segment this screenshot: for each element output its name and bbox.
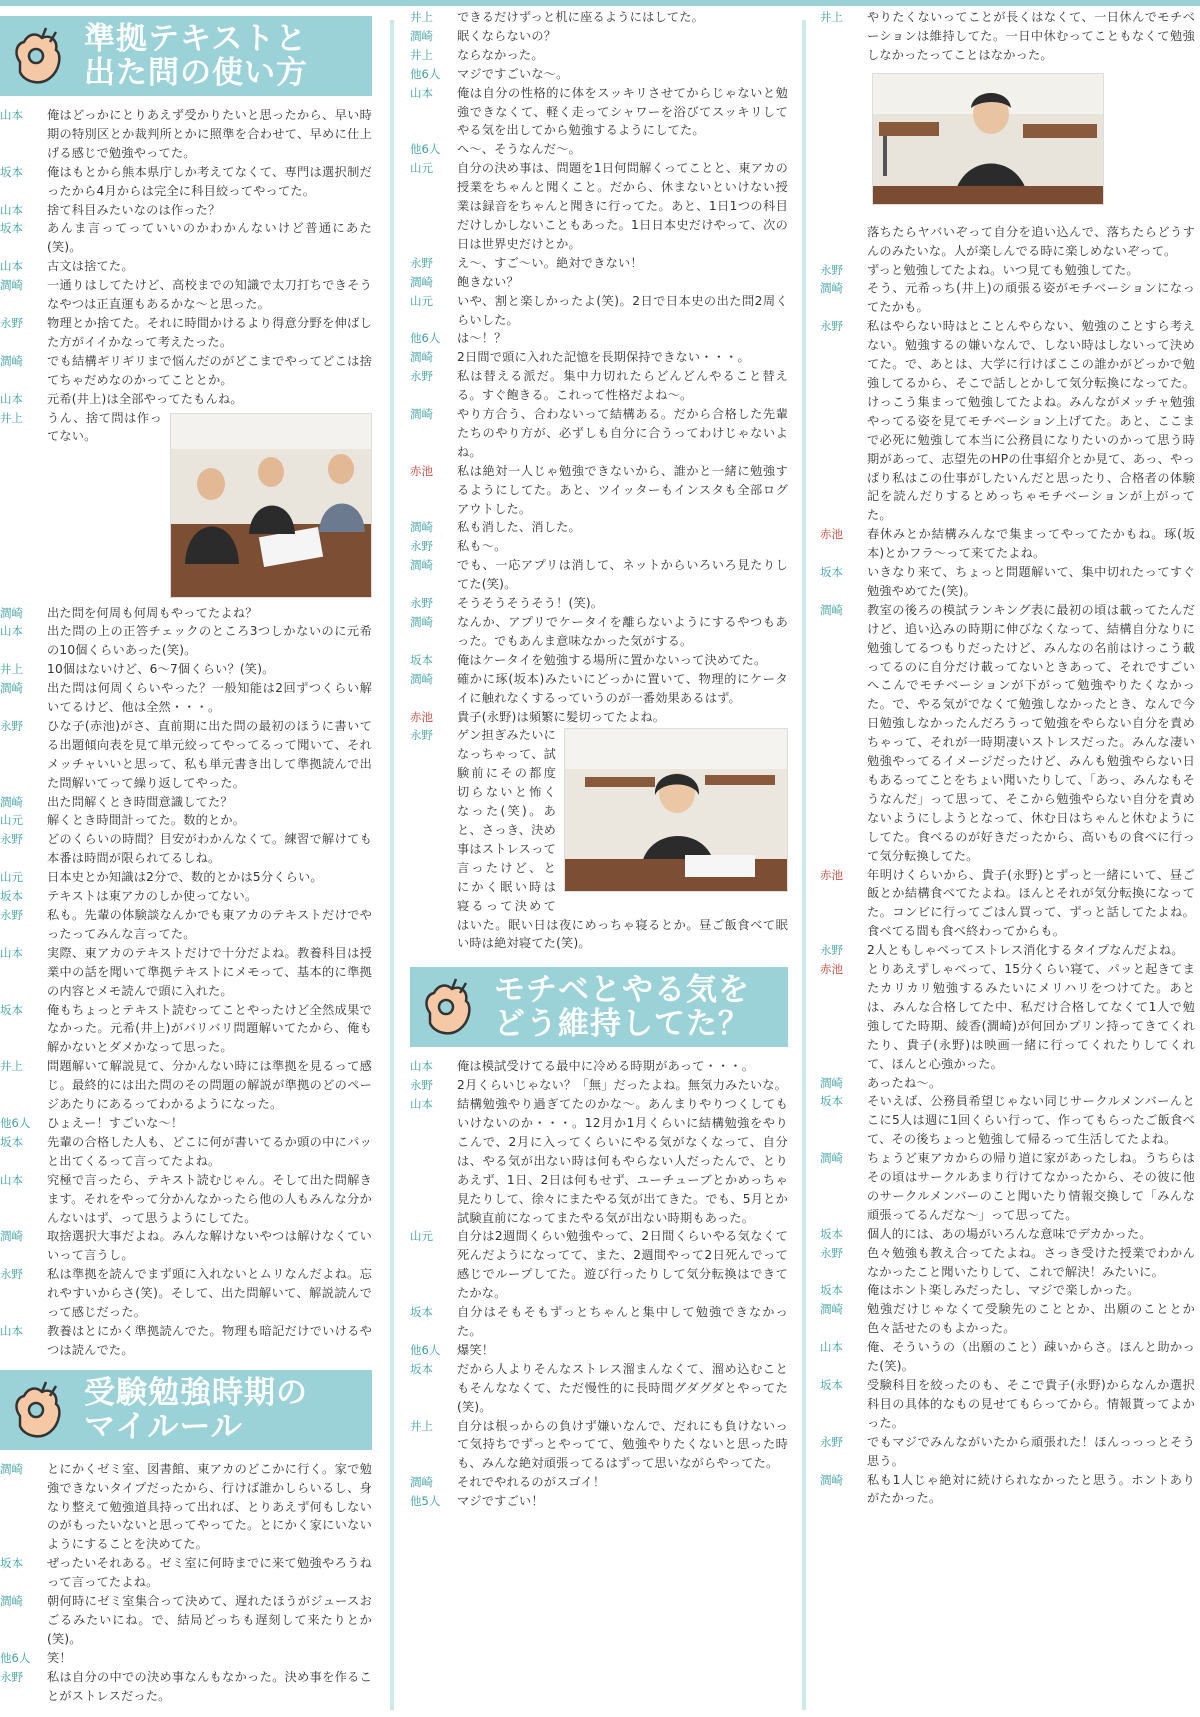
dialogue-text: 物理とか捨てた。それに時間かけるより得意分野を伸ばした方がイイかなって考えたった。	[47, 315, 372, 349]
dialogue-text: 朝何時にゼミ室集合って決めて、遅れたほうがジュースおごるみたいにね。で、結局どっちも遅刻して来たりとか(笑)。	[47, 1594, 372, 1646]
dialogue-entry	[410, 46, 788, 65]
dialogue-text: 俺は自分の性格的に体をスッキリさせてからじゃないと勉強できなくて、軽く走ってシャワーを浴びてスッキリしてやる気を出してから勉強するようにしてた。	[457, 85, 788, 138]
dialogue-text: 問題解いて解説見て、分かんない時には準拠を見るって感じ。最終的には出た問のその問題の解説が準拠のどのページあたりにあるってわかるようになった。	[47, 1059, 372, 1112]
speaker-name: 澗崎	[0, 278, 23, 293]
dialogue-text: 2日間で頭に入れた記憶を長期保持できない・・・。	[457, 350, 750, 365]
dialogue-text: 古文は捨てた。	[47, 259, 134, 274]
speaker-name: 山本	[0, 945, 23, 960]
dialogue-text: 勉強だけじゃなくて受験先のこととか、出願のこととか色々話せたのもよかった。	[867, 1302, 1195, 1336]
speaker-name: 澗崎	[0, 681, 23, 696]
speaker-name: 澗崎	[820, 602, 843, 617]
dialogue-entry	[410, 670, 788, 708]
dialogue-text: 眠くならないの？	[457, 28, 557, 43]
dialogue-text: ひょえー！すごいな〜！	[47, 1115, 184, 1130]
dialogue-entry	[0, 793, 372, 812]
speaker-name: 他6人	[410, 331, 441, 346]
speaker-name: 坂本	[820, 1226, 843, 1241]
dialogue-entry	[0, 352, 372, 390]
speaker-name: 永野	[820, 262, 843, 277]
dialogue-entry	[0, 906, 372, 944]
dialogue-text: 出た問は何周くらいやった？一般知能は2回ずつくらい解いてるけど、他は全然・・・。	[47, 681, 372, 715]
dialogue-text: え〜、すご〜い。絶対できない！	[457, 255, 643, 270]
dialogue-entry	[0, 390, 372, 409]
dialogue-text: は〜！？	[457, 331, 507, 346]
speaker-name: 山元	[410, 161, 433, 176]
dialogue-entry	[410, 348, 788, 367]
dialogue-text: 私も〜。	[457, 539, 507, 554]
dialogue-text: とりあえずしゃべって、15分くらい寝て、パッと起きてまたカリカリ勉強するみたいにメリハリをつけてた。あとは、みんな合格してた中、私だけ合格してなくて1人で勉強してた時期、綾香(澗崎)が何回かプリン持ってきてくれたり、貴子(永野)は映画一緒に行ってくれたりしてくれて、ほんと心強かった。	[867, 962, 1195, 1071]
speaker-name: 山本	[820, 1340, 843, 1355]
dialogue-text: ならなかった。	[457, 47, 544, 62]
dialogue-entry	[820, 960, 1195, 1073]
speaker-name: 澗崎	[0, 1594, 23, 1609]
speaker-name: 坂本	[410, 1305, 433, 1320]
speaker-name: 井上	[0, 662, 23, 677]
dialogue-text: 教養はとにかく準拠読んでた。物理も暗記だけでいけるやつは読んでた。	[47, 1323, 372, 1357]
dialogue-text: 俺、そういうの（出願のこと）疎いからさ。ほんと助かった(笑)。	[867, 1340, 1195, 1374]
dialogue-entry	[410, 726, 788, 953]
speaker-name: 山元	[0, 870, 23, 885]
column-divider	[802, 20, 806, 1710]
dialogue-entry	[820, 1092, 1195, 1149]
dialogue-text: 実際、東アカのテキストだけで十分だよね。教養科目は授業中の話を聞いて準拠テキストにメモって、基本的に準拠の内容とメモ読んで頭に入れた。	[47, 945, 372, 998]
dialogue-text: 色々勉強も教え合ってたよね。さっき受けた授業でわかんなかったこと聞いたりして、これで解決！みたいに。	[867, 1245, 1195, 1279]
dialogue-entry	[0, 1171, 372, 1228]
speaker-name: 澗崎	[410, 615, 433, 629]
section-banner-motivation	[410, 967, 788, 1047]
dialogue-entry	[820, 941, 1195, 960]
speaker-name: 赤池	[410, 463, 433, 478]
dialogue-entry	[410, 65, 788, 84]
dialogue-text: いきなり来て、ちょっと問題解いて、集中切れたってすぐ勉強やめてた(笑)。	[867, 565, 1195, 598]
dialogue-entry	[410, 1360, 788, 1417]
speaker-name: 坂本	[820, 565, 843, 580]
speaker-name: 山本	[0, 108, 23, 122]
section-title: 受験勉強時期の マイルール	[84, 1374, 308, 1445]
speaker-name: 山元	[0, 813, 23, 828]
speaker-name: 山元	[410, 1229, 433, 1244]
speaker-name: 山本	[410, 1059, 433, 1074]
speaker-name: 赤池	[410, 709, 433, 724]
dialogue-list	[820, 8, 1195, 65]
dialogue-entry	[0, 1649, 372, 1668]
dialogue-entry	[820, 1300, 1195, 1338]
dialogue-entry	[820, 525, 1195, 563]
dialogue-entry	[0, 1460, 372, 1555]
dialogue-text: 私も1人じゃ絶対に続けられなかったと思う。ホントありがたかった。	[867, 1472, 1195, 1506]
dialogue-text: 私は替える派だ。集中力切れたらどんどんやること替える。すぐ飽きる。これって性格だよね〜。	[457, 369, 788, 403]
dialogue-text: 年明けくらいから、貴子(永野)とずっと一緒にいて、昼ご飯とか結構食べてたよね。ほんとそれが気分転換になってた。コンビに行ってごはん買って、ずっと話してたよね。食べてる間も食べ終わってからも。	[867, 867, 1195, 939]
dialogue-list	[410, 8, 788, 953]
dialogue-entry	[0, 1592, 372, 1649]
speaker-name: 井上	[410, 1418, 433, 1433]
dialogue-text: 俺は模試受けてる最中に冷める時期があって・・・。	[457, 1059, 755, 1074]
dialogue-entry	[410, 367, 788, 405]
dialogue-text: 春休みとか結構みんなで集まってやってたかもね。琢(坂本)とかフラ〜って来てたよね。	[867, 527, 1195, 561]
dialogue-entry	[0, 887, 372, 906]
dialogue-text: 私は準拠を読んでまず頭に入れないとムリなんだよね。忘れやすいからさ(笑)。そして、出た問解いて、解説読んでって感じだった。	[47, 1267, 372, 1320]
dialogue-text: 俺はどっかにとりあえず受かりたいと思ったから、早い時期の特別区とか裁判所とかに照準を合わせて、早めに仕上げる感じで勉強やってた。	[47, 108, 372, 160]
dialogue-entry	[0, 257, 372, 276]
dialogue-text: なんか、アプリでケータイを離らないようにするやつもあった。でもあんま意味なかった気がする。	[457, 615, 788, 648]
speaker-name: 澗崎	[410, 28, 433, 43]
dialogue-text: 究極で言ったら、テキスト読むじゃん。そして出た問解きます。それをやって分かんなかったら他の人もみんな分かんないはず、って思うようにしてた。	[47, 1172, 372, 1225]
dialogue-entry	[410, 27, 788, 46]
dialogue-text: でもマジでみんながいたから頑張れた！ほんっっっとそう思う。	[867, 1434, 1195, 1468]
speaker-name: 山本	[0, 391, 23, 406]
dialogue-entry	[0, 622, 372, 660]
dialogue-text: 個人的には、あの場がいろんな意味でデカかった。	[867, 1226, 1152, 1241]
dialogue-entry	[820, 1433, 1195, 1471]
speaker-name: 他6人	[410, 142, 441, 157]
speaker-name: 山本	[410, 1097, 433, 1112]
dialogue-text: 元希(井上)は全部やってたもんね。	[47, 391, 243, 406]
dialogue-entry	[410, 1492, 788, 1511]
dialogue-entry	[0, 868, 372, 887]
speaker-name: 山本	[0, 624, 23, 639]
speaker-name: 坂本	[0, 1002, 23, 1017]
dialogue-entry	[820, 563, 1195, 601]
speaker-name: 他6人	[0, 1115, 31, 1130]
dialogue-text: 私も。先輩の体験談なんかでも東アカのテキストだけでやったってみんな言ってた。	[47, 908, 372, 941]
dialogue-text: 出た問の上の正答チェックのところ3つしかないのに元希の10個くらいあった(笑)。	[47, 624, 372, 658]
dialogue-entry	[410, 1076, 788, 1095]
dialogue-entry	[0, 660, 372, 679]
speaker-name: 坂本	[410, 1361, 433, 1376]
dialogue-entry	[410, 594, 788, 613]
speaker-name: 他6人	[0, 1650, 31, 1665]
dialogue-entry	[820, 1471, 1195, 1509]
dialogue-text: 俺もちょっとテキスト読むってことやったけど全然成果でなかった。元希(井上)がバリバリ問題解いてたから、俺も解かないとダメかなって思った。	[47, 1002, 372, 1055]
speaker-name: 赤池	[820, 962, 843, 977]
dialogue-entry	[0, 106, 372, 163]
speaker-name: 山本	[0, 1323, 23, 1338]
dialogue-list	[0, 1460, 372, 1706]
dialogue-text: だから人よりそんなストレス溜まんなくて、溜め込むこともそんななくて、ただ慢性的に長時間グダグダとやってた(笑)。	[457, 1361, 788, 1414]
speaker-name: 永野	[820, 1245, 843, 1260]
dialogue-text: ずっと勉強してたよね。いつ見ても勉強してた。	[867, 262, 1139, 277]
dialogue-entry	[410, 708, 788, 727]
dialogue-text: ちょうど東アカからの帰り道に家があったしね。うちらはその頃はサークルあまり行けてなかったから、その彼に他のサークルメンバーのこと聞いたり情報交換して「みんな頑張ってるんだな〜」って思ってた。	[867, 1151, 1195, 1222]
ok-hand-icon	[416, 975, 476, 1039]
dialogue-entry	[820, 223, 1195, 261]
speaker-name: 澗崎	[820, 1302, 843, 1317]
section-banner-rules	[0, 1370, 372, 1450]
dialogue-entry	[410, 8, 788, 27]
speaker-name: 山本	[0, 259, 23, 274]
dialogue-entry	[820, 601, 1195, 866]
dialogue-entry	[0, 409, 372, 604]
dialogue-entry	[0, 276, 372, 314]
speaker-name: 澗崎	[410, 558, 433, 573]
speaker-name: 澗崎	[820, 281, 843, 296]
dialogue-text: へ〜、そうなんだ〜。	[457, 142, 581, 157]
speaker-name: 澗崎	[410, 1475, 433, 1490]
dialogue-text: やりたくないってことが長くはなくて、一日休んでモチベーションは維持してた。一日中休むってこともなくて勉強しなかったってことはなかった。	[867, 10, 1195, 62]
dialogue-text: 俺はもとから熊本県庁しか考えてなくて、専門は選択制だったから4月からは完全に科目絞ってやってた。	[47, 164, 372, 198]
dialogue-text: ひな子(赤池)がさ、直前期に出た問の最初のほうに書いてる出題傾向表を見て単元絞ってやってるって聞いて、それメッチャいいと思って、私も単元書き出して準拠読んで出た問解いてって繰り返してやった。	[47, 718, 372, 790]
dialogue-entry	[0, 1057, 372, 1114]
photo-group-study	[170, 413, 372, 598]
speaker-name: 永野	[0, 718, 23, 733]
dialogue-entry	[820, 1225, 1195, 1244]
dialogue-text: うん、捨て問は作ってない。	[47, 409, 372, 604]
speaker-name: 澗崎	[0, 1229, 23, 1244]
speaker-name: 他6人	[410, 66, 441, 81]
dialogue-text: 2人ともしゃべってストレス消化するタイプなんだよね。	[867, 943, 1184, 958]
dialogue-text: そうそうそうそう！(笑)。	[457, 596, 604, 611]
dialogue-list	[820, 223, 1195, 1509]
speaker-name: 井上	[0, 410, 23, 425]
section-title: 準拠テキストと 出た問の使い方	[84, 21, 308, 91]
dialogue-text: 私は自分の中での決め事なんもなかった。決め事を作ることがストレスだった。	[47, 1669, 372, 1703]
dialogue-entry	[820, 1244, 1195, 1282]
dialogue-entry	[410, 292, 788, 330]
speaker-name: 坂本	[0, 889, 23, 904]
speaker-name: 山本	[0, 202, 23, 217]
speaker-name: 坂本	[0, 1556, 23, 1571]
ok-hand-icon	[6, 1378, 66, 1442]
dialogue-entry	[410, 1417, 788, 1474]
dialogue-text: 私も消した、消した。	[457, 520, 581, 535]
speaker-name: 澗崎	[410, 671, 433, 686]
dialogue-text: 私はやらない時はとことんやらない、勉強のことすら考えない。勉強するの嫌いなんで、しない時はしないって決めてた。で、あとは、大学に行けばここの誰かがどっかで勉強してるから、そこで話しとかして気分転換になってた。けっこう集まって勉強してたよね。みんながメッチャ勉強やってる姿を見てモチベーション上げてた。あと、ここまで必死に勉強して本当に公務員になりたいのかって思う時期があって、志望先のHPの仕事紹介とか見て、あっ、やっぱり私はこの仕事がしたいんだと思ったり、合格者の体験記を読んだりするとめっちゃモチベーションが上がってた。	[867, 319, 1195, 523]
dialogue-text: でも結構ギリギリまで悩んだのがどこまでやってどこは捨てちゃだめなのかってこととか。	[47, 353, 372, 387]
column-3	[820, 8, 1195, 1508]
dialogue-entry	[0, 314, 372, 352]
speaker-name: 井上	[820, 10, 843, 24]
speaker-name: 澗崎	[410, 407, 433, 422]
dialogue-text: あんま言ってっていいのかわかんないけど普通にあた(笑)。	[47, 221, 372, 255]
speaker-name: 井上	[410, 47, 433, 62]
speaker-name	[820, 223, 867, 261]
dialogue-text: 俺はホント楽しみだったし、マジで楽しかった。	[867, 1283, 1140, 1298]
speaker-name: 他5人	[410, 1494, 441, 1509]
dialogue-entry	[820, 1281, 1195, 1300]
speaker-name: 山本	[410, 85, 433, 100]
dialogue-entry	[410, 159, 788, 254]
speaker-name: 井上	[410, 10, 433, 24]
speaker-name: 坂本	[410, 652, 433, 667]
dialogue-entry	[410, 1057, 788, 1076]
dialogue-entry	[410, 140, 788, 159]
dialogue-entry	[0, 201, 372, 220]
dialogue-entry	[410, 1303, 788, 1341]
speaker-name: 山元	[410, 293, 433, 308]
dialogue-text: できるだけずっと机に座るようにはしてた。	[457, 10, 705, 24]
dialogue-text: ぜったいそれある。ゼミ室に何時までに来て勉強やろうねって言ってたよね。	[47, 1556, 372, 1590]
speaker-name: 澗崎	[820, 1075, 843, 1090]
dialogue-entry	[0, 163, 372, 201]
dialogue-text: そいえば、公務員希望じゃない同じサークルメンバーんとこに5人は週に1回くらい行って、作ってもらったご飯食べて、その後ちょっと勉強して帰るって生活してたよね。	[867, 1094, 1195, 1147]
speaker-name: 澗崎	[410, 520, 433, 535]
dialogue-text: 自分はそもそもずっとちゃんと集中して勉強できなかった。	[457, 1305, 788, 1338]
column-divider	[390, 20, 394, 1710]
dialogue-text: 受験科目を絞ったのも、そこで貴子(永野)からなんか選択科目の具体的なもの見せてもらってから。情報貰ってよかった。	[867, 1378, 1195, 1430]
dialogue-entry	[0, 717, 372, 793]
speaker-name: 坂本	[0, 164, 23, 179]
speaker-name: 澗崎	[0, 605, 23, 620]
dialogue-text: テキストは東アカのしか使ってない。	[47, 889, 258, 904]
dialogue-entry	[410, 1473, 788, 1492]
dialogue-text: 10個はないけど、6〜7個くらい？(笑)。	[47, 662, 275, 677]
dialogue-entry	[0, 679, 372, 717]
speaker-name: 井上	[0, 1059, 23, 1074]
speaker-name: 永野	[820, 319, 843, 334]
speaker-name: 永野	[0, 908, 23, 922]
photo-student-smiling	[872, 73, 1104, 205]
dialogue-text: 一通りはしてたけど、高校までの知識で太刀打ちできそうなやつは正直運もあるかな〜と思った。	[47, 278, 372, 312]
speaker-name: 澗崎	[820, 1151, 843, 1166]
dialogue-text: 飽きない？	[457, 274, 519, 289]
speaker-name: 赤池	[820, 867, 843, 882]
dialogue-entry	[410, 1227, 788, 1303]
dialogue-text: 解くとき時間計ってた。数的とか。	[47, 813, 246, 828]
dialogue-entry	[410, 518, 788, 537]
dialogue-text: 2月くらいじゃない？「無」だったよね。無気力みたいな。	[457, 1078, 788, 1093]
dialogue-text: とにかくゼミ室、図書館、東アカのどこかに行く。家で勉強できないタイプだったから、行けば誰かしらいるし、身なり整えて勉強道具持って出れば、とりあえず何もしないのがもったいないと思ってやってた。とにかく家にいないようにすることを決めてた。	[47, 1461, 372, 1552]
speaker-name: 永野	[0, 315, 23, 330]
dialogue-text: 捨て科目みたいなのは作った？	[47, 202, 221, 217]
dialogue-text: 爆笑！	[457, 1342, 495, 1357]
dialogue-text: 取捨選択大事だよね。みんな解けないやつは解けなくていいって言うし。	[47, 1229, 372, 1263]
column-1	[0, 8, 372, 1706]
dialogue-entry	[0, 944, 372, 1001]
dialogue-text: いや、割と楽しかったよ(笑)。2日で日本史の出た問2周くらいした。	[457, 293, 788, 327]
dialogue-entry	[0, 1322, 372, 1360]
speaker-name: 他6人	[410, 1342, 441, 1357]
speaker-name: 坂本	[0, 221, 23, 236]
dialogue-text: 落ちたらヤバいぞって自分を追い込んで、落ちたらどうすんのみたいな。人が楽しんでる時に楽しめないぞって。	[867, 224, 1195, 258]
speaker-name: 永野	[410, 596, 433, 611]
speaker-name: 永野	[0, 1669, 23, 1684]
speaker-name: 永野	[410, 1078, 433, 1093]
speaker-name: 澗崎	[0, 794, 23, 809]
dialogue-text: 自分は2週間くらい勉強やって、2日間くらいやる気なくて死んだようになってて、また、2週間やって2日死んでって感じでループしてた。遊び行ったりして気分転換はできてたかな。	[457, 1229, 788, 1301]
dialogue-entry	[0, 1554, 372, 1592]
dialogue-entry	[0, 1114, 372, 1133]
speaker-name: 坂本	[820, 1378, 843, 1392]
top-accent-line	[0, 0, 1200, 6]
dialogue-entry	[410, 254, 788, 273]
dialogue-entry	[410, 273, 788, 292]
dialogue-entry	[820, 1376, 1195, 1433]
dialogue-entry	[410, 613, 788, 651]
dialogue-text: でも、一応アプリは消して、ネットからいろいろ見たりしてた(笑)。	[457, 558, 788, 592]
dialogue-text: そう、元希っち(井上)の頑張る姿がモチベーションになってたかも。	[867, 281, 1195, 315]
dialogue-text: ゲン担ぎみたいになっちゃって、試験前にその都度切らないと怖くなった(笑)。あと、さっき、決め事はストレスって言ったけど、とにかく眠い時は寝るって決めてはいた。眠い日は夜にめっちゃ寝るとか。昼ご飯食べて眠い時は絶対寝てた(笑)。	[457, 728, 788, 951]
dialogue-text: あったね〜。	[867, 1075, 942, 1090]
dialogue-text: 自分は根っからの負けず嫌いなんで、だれにも負けないって気持ちでずっとやってて、勉強やりたくないと思った時も、みんな絶対頑張ってるはずって思いながらやってた。	[457, 1418, 788, 1471]
dialogue-text: 出た問を何周も何周もやってたよね？	[47, 605, 258, 620]
dialogue-entry	[410, 556, 788, 594]
dialogue-entry	[410, 405, 788, 462]
dialogue-entry	[410, 1341, 788, 1360]
dialogue-entry	[410, 651, 788, 670]
dialogue-entry	[0, 604, 372, 623]
dialogue-entry	[0, 1227, 372, 1265]
speaker-name: 澗崎	[0, 353, 23, 368]
dialogue-text: 教室の後ろの模試ランキング表に最初の頃は載ってたんだけど、追い込みの時期に伸びなくなって、結構自分なりに勉強してるつもりだったけど、みんなの名前はけっこう載ってるのに自分だけ載ってないときあって、それですごいへこんでモチベーションが下がって勉強やりたくなかった。で、やる気がでなくて勉強しなかったとき、なんで今日勉強しなかったんだろうって勉強をやらない自分を責めちゃって、それが一時期凄いストレスだった。みんな凄い勉強やってるイメージだったけど、みんも勉強やらない日もあるってことをちょい聞いたりして、「あっ、みんなもそうなんだ」って思って、そこから勉強やらない自分を責めないようにしようとなって、休む日はちゃんと休むようにしてた。食べるのが好きだったから、高いもの食べに行って気分転換してた。	[867, 602, 1195, 863]
dialogue-entry	[0, 1668, 372, 1706]
dialogue-entry	[0, 811, 372, 830]
section-banner-textbook	[0, 16, 372, 96]
dialogue-text: それでやれるのがスゴイ！	[457, 1475, 606, 1490]
speaker-name: 永野	[410, 728, 433, 743]
speaker-name: 赤池	[820, 527, 843, 542]
dialogue-entry	[410, 1095, 788, 1227]
dialogue-text: 結構勉強やり過ぎてたのかな〜。あんまりやりつくしてもいけないのか・・・。12月か1月くらいに結構勉強をやりこんで、2月に入ってくらいにやる気がなくなって、自分は、やる気が出ない時は何もやらない人だったんで、とりあえず、1日、2日は何もせず、ユーチューブとかめっちゃ見たりして、徐々にまたやる気が出てきた。でも、5月とか試験直前になってまたやる気が出ない時期もあった。	[457, 1097, 788, 1225]
dialogue-text: 確かに琢(坂本)みたいにどっかに置いて、物理的にケータイに触れなくするっていうのが一番効果あるはず。	[457, 671, 788, 705]
dialogue-text: やり方合う、合わないって結構ある。だから合格した先輩たちのやり方が、必ずしも自分に合うってわけじゃないよね。	[457, 407, 788, 459]
dialogue-entry	[820, 1074, 1195, 1093]
dialogue-entry	[410, 537, 788, 556]
dialogue-entry	[0, 219, 372, 257]
dialogue-text: 先輩の合格した人も、どこに何が書いてるか頭の中にパッと出てくるって言ってたよね。	[47, 1134, 372, 1168]
dialogue-text: 貴子(永野)は頻繁に髪切ってたよね。	[457, 709, 666, 724]
dialogue-text: マジですごいな〜。	[457, 66, 569, 81]
speaker-name: 坂本	[0, 1134, 23, 1149]
speaker-name: 永野	[0, 832, 23, 847]
dialogue-entry	[820, 279, 1195, 317]
dialogue-text: マジですごい！	[457, 1494, 544, 1509]
speaker-name: 坂本	[820, 1283, 843, 1298]
speaker-name: 澗崎	[410, 274, 433, 289]
speaker-name: 永野	[0, 1267, 23, 1282]
dialogue-entry	[820, 1149, 1195, 1225]
speaker-name: 永野	[410, 255, 433, 270]
dialogue-list	[410, 1057, 788, 1511]
dialogue-text: 日本史とか知識は2分で、数的とかは5分くらい。	[47, 870, 323, 885]
dialogue-list	[0, 106, 372, 1360]
dialogue-entry	[820, 1338, 1195, 1376]
dialogue-entry	[410, 462, 788, 519]
speaker-name: 永野	[820, 1434, 843, 1449]
dialogue-entry	[410, 84, 788, 141]
speaker-name: 山本	[0, 1172, 23, 1187]
dialogue-entry	[820, 317, 1195, 525]
dialogue-entry	[0, 1133, 372, 1171]
column-2	[410, 8, 788, 1511]
dialogue-text: 出た問解くとき時間意識してた？	[47, 794, 233, 809]
dialogue-text: 自分の決め事は、問題を1日何問解くってことと、東アカの授業をちゃんと聞くこと。だから、休まないといけない授業は録音をちゃんと聞きに行ってた。あと、1日1つの科目だけしかしないこともあった。1日日本史だけやって、次の日は世界史だけとか。	[457, 161, 788, 251]
dialogue-entry	[410, 329, 788, 348]
photo-student-laughing	[564, 728, 788, 892]
dialogue-text: 俺はケータイを勉強する場所に置かないって決めてた。	[457, 652, 767, 667]
dialogue-entry	[0, 1265, 372, 1322]
dialogue-entry	[820, 8, 1195, 65]
dialogue-text: 私は絶対一人じゃ勉強できないから、誰かと一緒に勉強するようにしてた。あと、ツイッターもインスタも全部ログアウトした。	[457, 463, 788, 516]
speaker-name: 永野	[820, 943, 843, 958]
speaker-name: 坂本	[820, 1094, 843, 1109]
ok-hand-icon	[6, 24, 66, 88]
speaker-name: 永野	[410, 369, 433, 384]
dialogue-text: どのくらいの時間？目安がわかんなくて。練習で解けても本番は時間が限られてるしね。	[47, 832, 372, 866]
dialogue-text: 笑！	[47, 1650, 72, 1665]
dialogue-entry	[820, 261, 1195, 280]
speaker-name: 澗崎	[0, 1461, 23, 1476]
speaker-name: 澗崎	[410, 350, 433, 365]
speaker-name: 永野	[410, 539, 433, 554]
dialogue-entry	[820, 866, 1195, 942]
dialogue-entry	[0, 830, 372, 868]
section-title: モチベとやる気を どう維持してた？	[494, 972, 750, 1043]
dialogue-entry	[0, 1001, 372, 1058]
speaker-name: 澗崎	[820, 1472, 843, 1487]
